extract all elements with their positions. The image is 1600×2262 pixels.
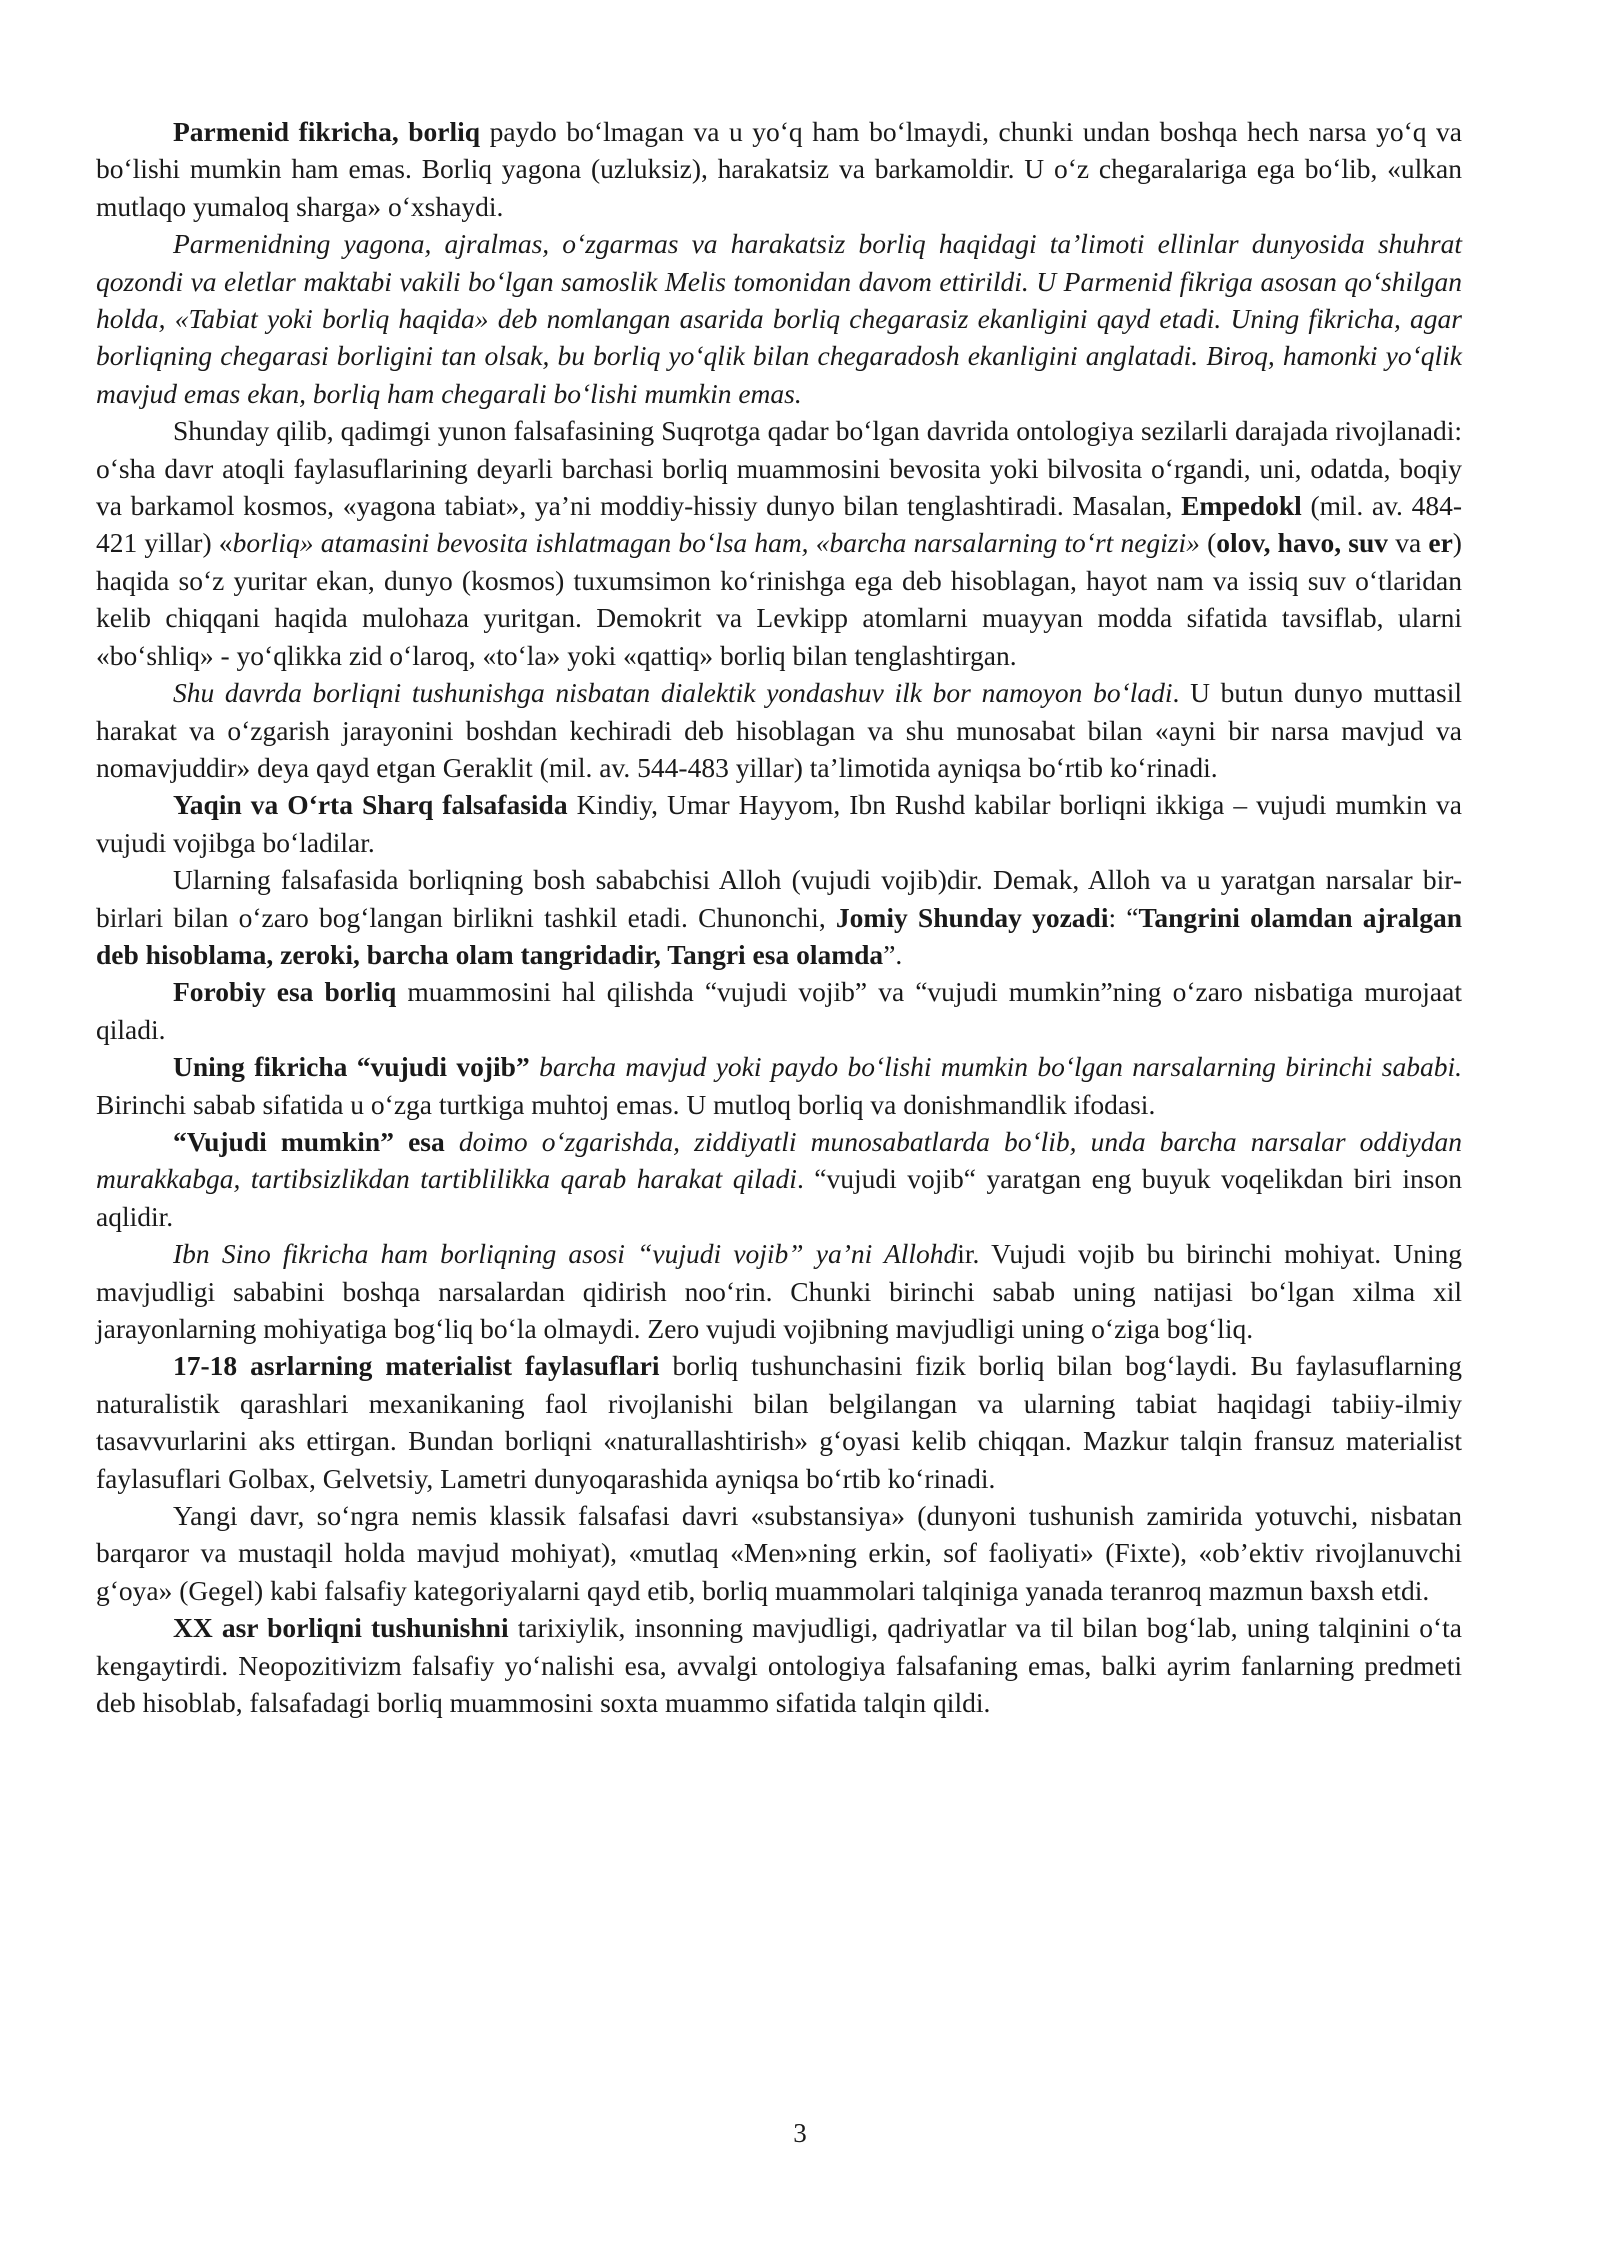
paragraph-geraklit [96, 674, 1462, 786]
paragraph-materialist [96, 1347, 1462, 1497]
paragraph-suqrot [96, 412, 1462, 674]
text-run: Yangi davr, so‘ngra nemis klassik falsafasi davri «substansiya» (dunyoni tushunish zamirida yotuvchi, nisbatan barqaror va mustaqil holda mavjud mohiyat), «mutlaq «Men»ning erkin, sof faoliyati» (Fixte), «ob’ektiv rivojlanuvchi g‘oya» (Gegel) kabi falsafiy kategoriyalarni qayd etib, borliq muammolari talqiniga yanada teranroq mazmun baxsh etdi. [96, 1500, 1462, 1606]
bold-text: “Vujudi mumkin” esa [173, 1125, 445, 1157]
paragraph-ibnsino [96, 1235, 1462, 1347]
italic-text: Ibn Sino fikricha ham borliqning asosi “vujudi vojib” ya’ni Allohd [173, 1238, 958, 1270]
text-run: Kindiy, Umar Hayyom, Ibn Rushd kabilar borliqni ikkiga – vujudi mumkin va vujudi vojibga bo‘ladilar. [96, 789, 1462, 858]
document-body [96, 113, 1462, 1721]
paragraph-melis [96, 225, 1462, 412]
bold-text: Yaqin va O‘rta Sharq falsafasida [173, 789, 568, 821]
italic-text: Shu davrda borliqni tushunishga nisbatan dialektik yondashuv ilk bor namoyon bo‘ladi [173, 677, 1173, 709]
paragraph-forobiy [96, 973, 1462, 1048]
text-run [530, 1051, 539, 1082]
paragraph-parmenid [96, 113, 1462, 225]
italic-text: barcha mavjud yoki paydo bo‘lishi mumkin bo‘lgan narsalarning birinchi sababi. [539, 1051, 1462, 1083]
text-run: ( [1199, 527, 1217, 559]
text-run: : “ [1108, 901, 1139, 933]
text-run: muammosini hal qilishda “vujudi vojib” va “vujudi mumkin”ning o‘zaro nisbatiga murojaat qiladi. [96, 976, 1462, 1045]
page-number: 3 [793, 2118, 807, 2148]
bold-text: olov, havo, suv [1216, 527, 1389, 559]
bold-text: Forobiy esa borliq [173, 976, 397, 1008]
text-run: ) haqida so‘z yuritar ekan, dunyo (kosmos) tuxumsimon ko‘rinishga ega deb hisoblagan, hayot nam va issiq suv o‘tlaridan kelib chiqqani haqida mulohaza yuritgan. Demokrit va Levkipp atomlarni muayyan modda sifatida tavsiflab, ularni «bo‘shliq» - yo‘qlikka zid o‘laroq, «to‘la» yoki «qattiq» borliq bilan tenglashtirgan. [96, 527, 1462, 671]
text-run: va [1388, 527, 1429, 559]
bold-text: Parmenid fikricha, borliq [173, 116, 481, 147]
text-run: paydo bo‘lmagan va u yo‘q ham bo‘lmaydi, chunki undan boshqa hech narsa yo‘q va bo‘lishi mumkin ham emas. Borliq yagona (uzluksiz), harakatsiz va barkamoldir. U o‘z chegaralariga ega bo‘lib, «ulkan mutlaqo yumaloq sharga» o‘xshaydi. [96, 116, 1462, 222]
bold-text: Jomiy Shunday yozadi [835, 901, 1109, 933]
paragraph-jomiy [96, 861, 1462, 973]
bold-text: Empedokl [1181, 490, 1302, 522]
text-run [445, 1126, 459, 1157]
text-run: tarixiylik, insonning mavjudligi, qadriyatlar va til bilan bog‘lab, uning talqinini o‘ta kengaytirdi. Neopozitivizm falsafiy yo‘nalishi esa, avvalgi ontologiya falsafaning emas, balki ayrim fanlarning predmeti deb hisoblab, falsafadagi borliq muammosini soxta muammo sifatida talqin qildi. [96, 1612, 1463, 1719]
text-run: ”. [883, 938, 903, 970]
text-run: . U butun dunyo muttasil harakat va o‘zgarish jarayonini boshdan kechiradi deb hisoblagan va shu munosabat bilan «ayni bir narsa mavjud va nomavjuddir» deya qayd etgan Geraklit (mil. av. 544-483 yillar) ta’limotida ayniqsa bo‘rtib ko‘rinadi. [96, 677, 1462, 783]
text-run: . “vujudi vojib“ yaratgan eng buyuk voqelikdan biri inson aqlidir. [96, 1163, 1462, 1232]
text-run: Shunday qilib, qadimgi yunon falsafasining Suqrotga qadar bo‘lgan davrida ontologiya sezilarli darajada rivojlanadi: o‘sha davr atoqli faylasuflarining deyarli barchasi borliq muammosini bevosita yoki bilvosita o‘rgandi, uni, odatda, boqiy va barkamol kosmos, «yagona tabiat», ya’ni moddiy-hissiy dunyo bilan tenglashtiradi. Masalan, [96, 415, 1462, 522]
text-run: Ularning falsafasida borliqning bosh sababchisi Alloh (vujudi vojib)dir. Demak, Alloh va u yaratgan narsalar bir-birlari bilan o‘zaro bog‘langan birlikni tashkil etadi. Chunonchi, [96, 864, 1462, 933]
text-run: ir. Vujudi vojib bu birinchi mohiyat. Uning mavjudligi sababini boshqa narsalardan qidirish noo‘rin. Chunki birinchi sabab uning natijasi bo‘lgan xilma xil jarayonlarning mohiyatiga bog‘liq bo‘la olmaydi. Zero vujudi vojibning mavjudligi uning o‘ziga bog‘liq. [96, 1238, 1463, 1344]
bold-text: Tangrini olamdan ajralgan deb hisoblama, zeroki, barcha olam tangridadir, Tangri esa olamda [96, 901, 1462, 970]
bold-text: Uning fikricha “vujudi vojib” [173, 1051, 530, 1083]
bold-text: er [1428, 527, 1453, 559]
text-run: borliq tushunchasini fizik borliq bilan bog‘laydi. Bu faylasuflarning naturalistik qarashlari mexanikaning faol rivojlanishi bilan belgilangan va ularning tabiat haqidagi tabiiy-ilmiy tasavvurlarini aks ettirgan. Bundan borliqni «naturallashtirish» g‘oyasi kelib chiqqan. Mazkur talqin fransuz materialist faylasuflari Golbax, Gelvetsiy, Lametri dunyoqarashida ayniqsa bo‘rtib ko‘rinadi. [96, 1350, 1462, 1494]
paragraph-mumkin [96, 1123, 1462, 1235]
italic-text: borliq» atamasini bevosita ishlatmagan bo‘lsa ham, «barcha narsalarning to‘rt negizi» [232, 527, 1200, 559]
paragraph-sharq [96, 786, 1462, 861]
text-run: Birinchi sabab sifatida u o‘zga turtkiga muhtoj emas. U mutloq borliq va donishmandlik ifodasi. [96, 1088, 1156, 1120]
bold-text: XX asr borliqni tushunishni [173, 1612, 509, 1644]
bold-text: 17-18 asrlarning materialist faylasuflari [173, 1350, 660, 1382]
text-run: (mil. av. 484-421 yillar) « [96, 490, 1462, 559]
italic-text: Parmenidning yagona, ajralmas, o‘zgarmas va harakatsiz borliq haqidagi ta’limoti ellinlar dunyosida shuhrat qozondi va eletlar maktabi vakili bo‘lgan samoslik Melis tomonidan davom ettirildi. U Parmenid fikriga asosan qo‘shilgan holda, «Tabiat yoki borliq haqida» deb nomlangan asarida borliq chegarasiz ekanligini qayd etadi. Uning fikricha, agar borliqning chegarasi borligini tan olsak, bu borliq yo‘qlik bilan chegaradosh ekanligini anglatadi. Biroq, hamonki yo‘qlik mavjud emas ekan, borliq ham chegarali bo‘lishi mumkin emas. [96, 228, 1462, 409]
paragraph-yangidavr [96, 1497, 1462, 1609]
paragraph-vojib [96, 1048, 1462, 1123]
italic-text: doimo o‘zgarishda, ziddiyatli munosabatlarda bo‘lib, unda barcha narsalar oddiydan murakkabga, tartibsizlikdan tartiblilikka qarab harakat qiladi [96, 1125, 1463, 1195]
paragraph-xxasr [96, 1609, 1462, 1721]
